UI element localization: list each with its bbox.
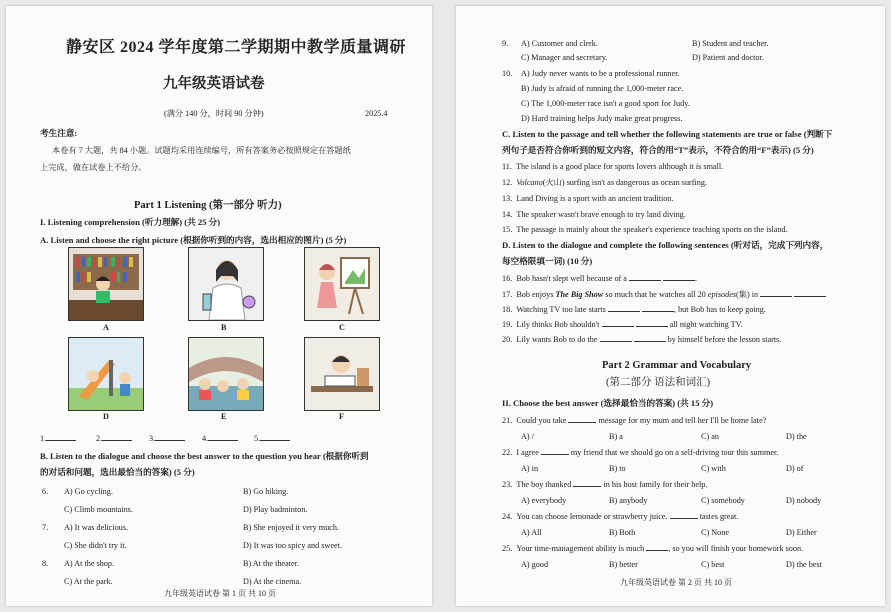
q21-option-c[interactable]: C) an [701,432,719,441]
blank-18a[interactable] [608,311,640,312]
exam-page-1 [6,6,432,606]
section-d-heading-2: 每空格限填一词) (10 分) [502,256,593,266]
page-1-footer: 九年级英语试卷 第 1 页 共 10 页 [164,589,276,598]
picture-f-study [304,337,380,411]
part-2-heading: Part 2 Grammar and Vocabulary [602,360,752,371]
blank-20b[interactable] [634,341,666,342]
fill-sentence-18: 18. Watching TV too late starts , but Bob has to keep going. [502,305,766,314]
answer-blank-5[interactable]: 5. [254,434,290,443]
blank-20a[interactable] [600,341,632,342]
library-scene-icon [69,248,143,320]
question-22: 22. I agree my friend that we should go on a self-driving tour this summer. [502,448,779,457]
exam-subtitle: 九年级英语试卷 [163,76,265,92]
blank-24[interactable] [670,518,698,519]
question-23: 23. The boy thanked in his host family for their help. [502,480,708,489]
fill-sentence-20: 20. Lily wants Bob to do the by himself before the lesson starts. [502,335,782,344]
question-25: 25. Your time-management ability is much , so you will finish your homework soon. [502,544,804,553]
blank-17b[interactable] [794,296,826,297]
blank-16b[interactable] [663,280,695,281]
playground-scene-icon [69,338,143,410]
part-1-heading: Part 1 Listening (第一部分 听力) [134,200,282,211]
blank-23[interactable] [573,486,601,487]
picture-d-playground [68,337,144,411]
section-c-heading-2: 列句子是否符合你听到的短文内容，符合的用“T”表示，不符合的用“F”表示) (5 分) [502,145,814,155]
section-b-heading-1: B. Listen to the dialogue and choose the best answer to the question you hear (根据你听到 [40,451,369,461]
blank-22[interactable] [541,454,569,455]
q8-option-d[interactable]: D) At the cinema. [243,577,302,586]
section-b-heading-2: 的对话和问题，选出最恰当的答案) (5 分) [40,467,195,477]
q7-option-b[interactable]: B) She enjoyed it very much. [243,523,339,532]
q21-option-d[interactable]: D) the [786,432,807,441]
q24-option-c[interactable]: C) None [701,528,729,537]
statement-15: 15. The passage is mainly about the speaker's experience teaching sports on the island. [502,225,788,234]
picture-b-scientist [188,247,264,321]
painting-scene-icon [305,248,379,320]
q23-option-b[interactable]: B) anybody [609,496,648,505]
blank-17a[interactable] [760,296,792,297]
q22-option-c[interactable]: C) with [701,464,726,473]
q9-option-c[interactable]: C) Manager and secretary. [521,53,608,62]
study-scene-icon [305,338,379,410]
q21-option-b[interactable]: B) a [609,432,623,441]
picture-e-river [188,337,264,411]
q9-option-b[interactable]: B) Student and teacher. [692,39,769,48]
q6-option-b[interactable]: B) Go hiking. [243,487,289,496]
q9-option-a[interactable]: A) Customer and clerk. [521,39,598,48]
scientist-scene-icon [189,248,263,320]
question-24: 24. You can choose lemonade or strawberry juice. tastes great. [502,512,739,521]
statement-11: 11. The island is a good place for sports lovers although it is small. [502,162,724,171]
blank-19b[interactable] [636,326,668,327]
q22-option-d[interactable]: D) of [786,464,804,473]
q24-option-b[interactable]: B) Both [609,528,636,537]
picture-label-e: E [221,412,227,421]
blank-25[interactable] [646,550,668,551]
section-d-heading-1: D. Listen to the dialogue and complete the following sentences (听对话，完成下列内容， [502,240,829,250]
q8-option-a[interactable]: A) At the shop. [64,559,115,568]
q7-option-a[interactable]: A) It was delicious. [64,523,129,532]
fill-sentence-16: 16. Bob hasn't slept well because of a . [502,274,698,283]
blank-21[interactable] [568,422,596,423]
picture-label-b: B [221,323,227,332]
question-9-number: 9. [502,39,509,48]
score-info: (满分 140 分，时间 90 分钟) [164,109,264,118]
blank-19a[interactable] [602,326,634,327]
question-21: 21. Could you take message for my mum and tell her I'll be home late? [502,416,767,425]
q6-option-a[interactable]: A) Go cycling. [64,487,113,496]
picture-label-c: C [339,323,345,332]
q23-option-c[interactable]: C) somebody [701,496,745,505]
question-10-number: 10. [502,69,513,78]
q7-option-d[interactable]: D) It was too spicy and sweet. [243,541,342,550]
answer-blank-3[interactable]: 3. [149,434,185,443]
section-c-heading-1: C. Listen to the passage and tell whether the following statements are true or false (判断下 [502,129,833,139]
q10-option-a[interactable]: A) Judy never wants to be a professional runner. [521,69,680,78]
q6-option-d[interactable]: D) Play badminton. [243,505,308,514]
question-6-number: 6. [42,487,49,496]
q25-option-b[interactable]: B) better [609,560,638,569]
fill-sentence-17: 17. Bob enjoys The Big Show so much that he watches all 20 episodes(集) in [502,290,826,299]
blank-18b[interactable] [642,311,674,312]
river-scene-icon [189,338,263,410]
q22-option-a[interactable]: A) in [521,464,539,473]
statement-14: 14. The speaker wasn't brave enough to try land diving. [502,210,686,219]
statement-12: 12. Volcano(火山) surfing isn't as dangerous as ocean surfing. [502,178,707,187]
picture-label-d: D [103,412,109,421]
q9-option-d[interactable]: D) Patient and doctor. [692,53,764,62]
q6-option-c[interactable]: C) Climb mountains. [64,505,133,514]
picture-a-library [68,247,144,321]
q7-option-c[interactable]: C) She didn't try it. [64,541,127,550]
q25-option-c[interactable]: C) best [701,560,725,569]
answer-blank-1[interactable]: 1. [40,434,76,443]
notice-line-2: 上完成，做在试卷上不给分。 [40,163,147,172]
exam-title: 静安区 2024 学年度第二学期期中教学质量调研 [66,39,407,56]
q23-option-a[interactable]: A) everybody [521,496,567,505]
q8-option-b[interactable]: B) At the theater. [243,559,299,568]
page-2-footer: 九年级英语试卷 第 2 页 共 10 页 [620,578,732,587]
q21-option-a[interactable]: A) / [521,432,534,441]
picture-label-a: A [103,323,109,332]
q10-option-b[interactable]: B) Judy is afraid of running the 1,000-meter race. [521,84,684,93]
section-a-heading: A. Listen and choose the right picture (根据你听到的内容，选出相应的图片) (5 分) [40,235,347,245]
exam-date: 2025.4 [365,109,388,118]
q8-option-c[interactable]: C) At the park. [64,577,113,586]
exam-page-2 [456,6,885,606]
q23-option-d[interactable]: D) nobody [786,496,822,505]
section-i-heading: I. Listening comprehension (听力理解) (共 25 分) [40,217,221,227]
picture-label-f: F [339,412,345,421]
q24-option-d[interactable]: D) Either [786,528,817,537]
answer-blank-4[interactable]: 4. [202,434,238,443]
answer-blank-2[interactable]: 2. [96,434,132,443]
q22-option-b[interactable]: B) to [609,464,626,473]
part-2-subheading: (第二部分 语法和词汇) [606,377,711,388]
notice-line-1: 本卷有 7 大题，共 84 小题。试题均采用连续编号，所有答案务必按照规定在答题纸 [52,146,351,155]
question-7-number: 7. [42,523,49,532]
q10-option-d[interactable]: D) Hard training helps Judy make great progress. [521,114,683,123]
section-ii-heading: II. Choose the best answer (选择最恰当的答案) (共 15 分) [502,398,714,408]
picture-c-painting [304,247,380,321]
q10-option-c[interactable]: C) The 1,000-meter race isn't a good sport for Judy. [521,99,690,108]
q25-option-a[interactable]: A) good [521,560,549,569]
q25-option-d[interactable]: D) the best [786,560,822,569]
q24-option-a[interactable]: A) All [521,528,542,537]
statement-13: 13. Land Diving is a sport with an ancient tradition. [502,194,674,203]
question-8-number: 8. [42,559,49,568]
fill-sentence-19: 19. Lily thinks Bob shouldn't all night watching TV. [502,320,743,329]
notice-title: 考生注意: [40,128,78,138]
blank-16a[interactable] [629,280,661,281]
